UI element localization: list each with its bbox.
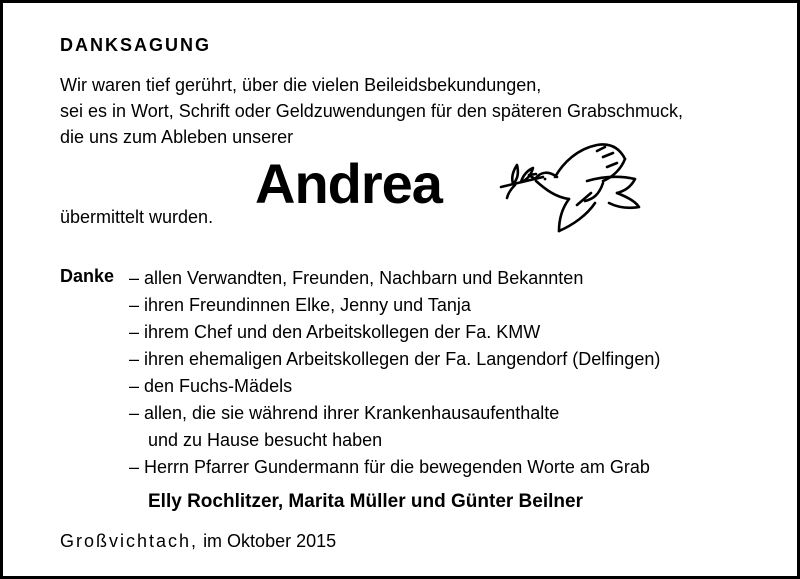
thanks-item: – ihren Freundinnen Elke, Jenny und Tanja [129, 295, 471, 315]
intro-line: Wir waren tief gerührt, über die vielen Beileidsbekundungen, [60, 75, 542, 95]
thanks-label: Danke [60, 266, 115, 286]
thanks-item: – allen Verwandten, Freunden, Nachbarn und Bekannten [129, 268, 584, 288]
signatories: Elly Rochlitzer, Marita Müller und Günter Beilner [148, 491, 583, 512]
place: Großvichtach, [60, 531, 199, 551]
intro-line: die uns zum Ableben unserer [60, 127, 294, 147]
thanks-item: – allen, die sie während ihrer Krankenhausaufenthalte [129, 403, 560, 423]
thanks-item: – den Fuchs-Mädels [129, 376, 293, 396]
thanks-item: – Herrn Pfarrer Gundermann für die bewegenden Worte am Grab [129, 457, 650, 477]
date: im Oktober 2015 [203, 531, 337, 551]
sent-line: übermittelt wurden. [60, 207, 214, 227]
thanks-item: – ihren ehemaligen Arbeitskollegen der Fa. Langendorf (Delfingen) [129, 349, 661, 369]
heading: DANKSAGUNG [60, 35, 212, 55]
place-date [60, 531, 336, 552]
thanks-item: – ihrem Chef und den Arbeitskollegen der Fa. KMW [129, 322, 541, 342]
deceased-name: Andrea [255, 152, 442, 215]
thanks-list [129, 265, 660, 481]
intro-line: sei es in Wort, Schrift oder Geldzuwendungen für den späteren Grabschmuck, [60, 101, 683, 121]
thanks-item-continuation: und zu Hause besucht haben [148, 430, 383, 450]
dove-icon [499, 135, 643, 239]
